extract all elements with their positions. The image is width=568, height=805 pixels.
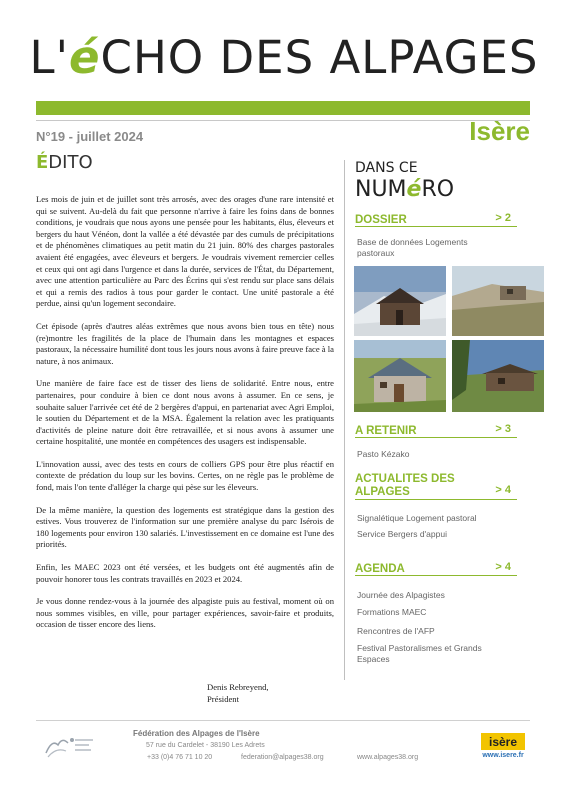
toc-section-agenda[interactable]: [355, 563, 517, 576]
toc-item[interactable]: Service Bergers d'appui: [357, 529, 447, 539]
isere-department-logo: [481, 733, 525, 759]
photo-wooden-hut: [452, 340, 544, 412]
toc-title-line1: DANS CE: [355, 160, 418, 176]
toc-section-label: AGENDA: [355, 563, 405, 575]
region-label: Isère: [469, 116, 530, 146]
toc-title-num: NUM: [355, 177, 407, 202]
toc-section-page: > 4: [495, 484, 511, 496]
svg-text:isère: isère: [488, 735, 518, 749]
footer-rule: [36, 720, 530, 721]
edito-paragraph: Cet épisode (après d'autres aléas extrêmes que nous avons bien tous en tête) nous (re)montre les fragilités de la place de l'humain dans les montagnes et espaces pastoraux, la nécessaire humilité dont tous les jours nous avons à faire preuve face à la nature, à nos animaux.: [36, 320, 334, 366]
toc-section-page: > 4: [495, 561, 511, 573]
edito-title-accent: É: [36, 152, 49, 173]
edito-paragraph: Je vous donne rendez-vous à la journée des alpagiste puis au festival, moment où on nous sommes visibles, en ville, pour partager expériences, savoir-faire et produits, occasion de tisser encore des liens.: [36, 596, 334, 630]
edito-body: [36, 194, 334, 642]
toc-section-label: ACTUALITES DES ALPAGES: [355, 473, 455, 498]
edito-signature: [207, 682, 269, 705]
footer-address: 57 rue du Cardelet - 38190 Les Adrets: [146, 742, 265, 749]
masthead-accent-letter: é: [69, 31, 101, 84]
toc-section-a-retenir[interactable]: [355, 425, 517, 438]
toc-section-page: > 3: [495, 423, 511, 435]
signature-role: Président: [207, 693, 239, 704]
masthead-part2: CHO DES ALPAGES: [100, 31, 539, 84]
column-divider: [344, 160, 345, 680]
toc-title-accent: é: [406, 177, 422, 202]
federation-logo-icon: [42, 731, 128, 761]
masthead-part1: L': [29, 31, 69, 84]
photo-mountain-hut: [452, 266, 544, 336]
toc-section-page: > 2: [495, 212, 511, 224]
footer-email-link[interactable]: federation@alpages38.org: [241, 754, 324, 761]
masthead-title: [0, 28, 568, 88]
edito-paragraph: Enfin, les MAEC 2023 ont été versées, et les budgets ont été augmentés afin de pouvoir honorer tous les contrats travaillés en 2023 et 2024.: [36, 562, 334, 584]
footer-org-name: Fédération des Alpages de l'Isère: [133, 729, 260, 738]
footer-website-link[interactable]: www.alpages38.org: [357, 754, 419, 761]
signature-name: Denis Rebreyend,: [207, 682, 269, 692]
edito-paragraph: De la même manière, la question des logements est stratégique dans la gestion des estives. Vous trouverez de l'information sur une première analyse du parc Isérois de 180 logements pour environ 130 salariés. L'investissement en ce domaine est l'une des priorités.: [36, 504, 334, 550]
toc-section-label: A RETENIR: [355, 425, 417, 437]
toc-item[interactable]: Rencontres de l'AFP: [357, 626, 435, 636]
toc-title-ro: RO: [421, 177, 455, 202]
masthead-green-bar: [36, 101, 530, 115]
masthead-grey-rule: [36, 120, 530, 121]
edito-paragraph: Les mois de juin et de juillet sont très arrosés, avec des orages d'une rare intensité et qui se suivent. Au-delà du fait que personne n'arrive à faire les foins dans de bonnes conditions, je voudrais que nous ayons une pensée pour les habitants, élus, éleveurs et bergers du haut Vénéon, dont la vallée a été dévastée par des cumuls de précipitations et de phénomènes climatiques au petit matin du 21 juin. 80% des charges pastorales avaient été engagées, avec éleveurs et bergers. Je voudrais vivement remercier celles et ceux qui ont agi dans l'urgence et dans la durée, services de l'État, du Département, avec une attention particulière au Parc des Écrins qui s'est rendu sur place sans délais et qui a remis des radios à tous pour garder le contact. Une unité pastorale a été perdue, ainsi qu'un logement secondaire.: [36, 194, 334, 309]
svg-text:www.isere.fr: www.isere.fr: [482, 752, 524, 759]
footer-phone: +33 (0)4 76 71 10 20: [147, 754, 213, 761]
toc-section-label: DOSSIER: [355, 214, 407, 226]
photo-stone-cabin: [354, 340, 446, 412]
edito-paragraph: Une manière de faire face est de tisser des liens de solidarité. Entre nous, entre partenaires, pour conduire à bien ce dont nous avons à assumer. En ce sens, je souhaite saluer l'arrivée cet été de 2 bergères d'appui, en partenariat avec Agri Emploi, le soutien du Département et de la MSA. Également la relation avec les pratiquants d'activités de pleine nature doit être retravaillée, et si nous avons à assumer une certaine hospitalité, une montée en compétences des usagers est indispensable.: [36, 378, 334, 447]
edito-title-rest: DITO: [48, 152, 93, 173]
edito-paragraph: L'innovation aussi, avec des tests en cours de colliers GPS pour être plus réactif en contexte de prédation du loup sur les bovins. Certes, on ne règle pas le problème de fond, mais l'on tente d'alléger la charge qui pèse sur les éleveurs.: [36, 458, 334, 493]
toc-title: [355, 160, 454, 204]
toc-title-line2: [355, 176, 454, 204]
toc-item[interactable]: Signalétique Logement pastoral: [357, 513, 477, 523]
toc-item[interactable]: Base de données Logements pastoraux: [357, 237, 468, 258]
photo-chalet-snow: [354, 266, 446, 336]
toc-section-dossier[interactable]: [355, 214, 517, 227]
issue-number: N°19 - juillet 2024: [36, 129, 144, 144]
toc-item[interactable]: Formations MAEC: [357, 607, 427, 617]
toc-item[interactable]: Journée des Alpagistes: [357, 590, 445, 600]
edito-title: [36, 152, 93, 173]
toc-item[interactable]: Pasto Kézako: [357, 449, 410, 459]
toc-section-actualites[interactable]: [355, 473, 517, 500]
toc-item[interactable]: Festival Pastoralismes et Grands Espaces: [357, 643, 482, 664]
